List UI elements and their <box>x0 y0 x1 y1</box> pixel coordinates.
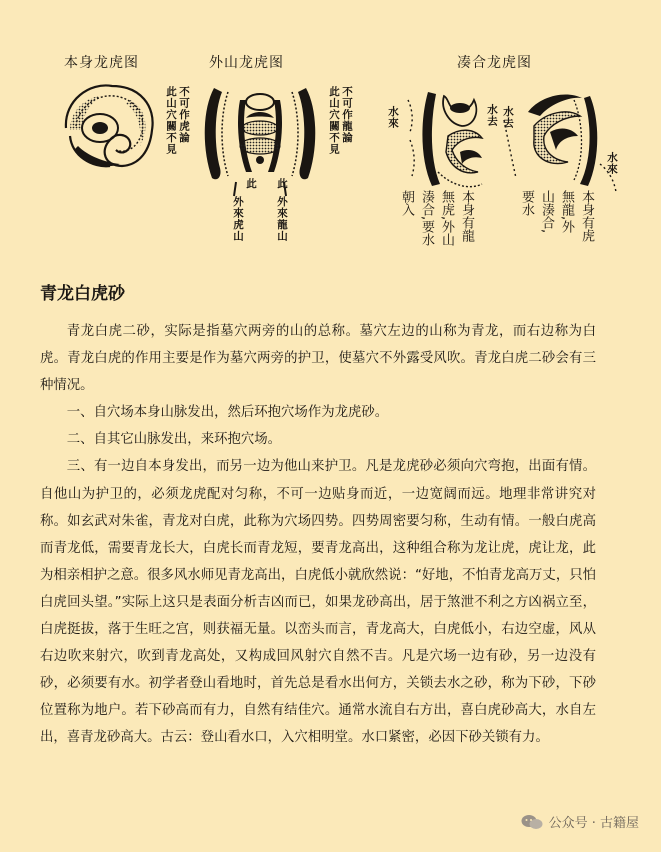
illustration-area <box>0 0 661 270</box>
fig2-right-note-1: 此山穴關不見 <box>328 86 340 155</box>
fig3-right-col-3: 山湊合, <box>539 190 554 234</box>
figure1-caption: 本身龙虎图 <box>64 55 139 71</box>
fig3-water-out-left: 水去 <box>486 104 498 127</box>
fig3-left-dragon <box>408 92 482 187</box>
fig3-right-col-4: 要水 <box>519 190 534 216</box>
fig3-left-col-2: 無虎,外山 <box>439 190 454 247</box>
fig2-left-note-2: 不可作虎論 <box>178 86 190 144</box>
fig3-right-col-1: 本身有虎 <box>579 190 594 242</box>
fig3-right-tiger <box>504 94 616 192</box>
wechat-icon <box>521 814 543 830</box>
article-body <box>40 318 596 752</box>
paragraph-case-1: 一、自穴场本身山脉发出，然后环抱穴场作为龙虎砂。 <box>66 405 389 421</box>
fig2-outer-ranges <box>205 88 316 196</box>
fig1-ring-mountains <box>66 85 153 166</box>
fig3-water-in-left: 水來 <box>387 106 399 129</box>
fig3-right-col-2: 無龍,外 <box>559 190 574 234</box>
fig3-water-in-right: 水來 <box>606 152 618 175</box>
fig2-bottom-left-2: 外來虎山 <box>232 196 244 242</box>
fig2-bottom-right-2: 外來龍山 <box>276 196 288 242</box>
paragraph-case-2: 二、自其它山脉发出，来环抱穴场。 <box>66 432 282 448</box>
article-title: 青龙白虎砂 <box>40 284 125 304</box>
paragraph-case-3: 三、有一边自本身发出，而另一边为他山来护卫。凡是龙虎砂必须向穴弯抱，出面有情。自他山为护卫的，必须龙虎配对匀称，不可一边贴身而近，一边宽阔而远。地理非常讲究对称。如玄武对朱雀，青龙对白虎，此称为穴场四势。四势周密要匀称，生动有情。一般白虎高而青龙低，需要青龙长大，白虎长而青龙短，要青龙高出，这种组合称为龙让虎，虎让龙，此为相亲相护之意。很多风水师见青龙高出，白虎低小就欣然说：“好地，不怕青龙高万丈，只怕白虎回头望。”实际上这只是表面分析吉凶而已，如果龙砂高出，居于煞泄不利之方凶祸立至，白虎挺拔，落于生旺之宫，则获福无量。以峦头而言，青龙高大，白虎低小，右边空虚，风从右边吹来射穴，吹到青龙高处，又构成回风射穴自然不吉。凡是穴场一边有砂，另一边没有砂，必须要有水。初学者登山看地时，首先总是看水出何方，关锁去水之砂，称为下砂，下砂位置称为地户。若下砂高而有力，自然有结佳穴。通常水流自右方出，喜白虎砂高大，水自左出，喜青龙砂高大。古云：登山看水口，入穴相明堂。水口紧密，必因下砂关锁有力。 <box>40 459 596 746</box>
paragraph-intro: 青龙白虎二砂，实际是指墓穴两旁的山的总称。墓穴左边的山称为青龙，而右边称为白虎。青龙白虎的作用主要是作为墓穴两旁的护卫，使墓穴不外露受风吹。青龙白虎二砂会有三种情况。 <box>40 324 596 394</box>
fig3-left-col-3: 湊合,要水 <box>419 190 434 247</box>
fig3-left-col-1: 本身有龍 <box>459 190 474 242</box>
source-text: 公众号 · 古籍屋 <box>548 816 639 831</box>
fig2-right-note-2: 不可作龍論 <box>341 86 353 144</box>
source-watermark <box>521 812 639 831</box>
fig2-bottom-left-1: 此 <box>245 178 257 190</box>
fig2-left-note-1: 此山穴關不見 <box>165 86 177 155</box>
figure3-caption: 凑合龙虎图 <box>457 55 532 71</box>
fig2-bottom-right-1: 此 <box>276 178 288 190</box>
figure2-caption: 外山龙虎图 <box>209 55 284 71</box>
fig3-water-out-right: 水去 <box>502 106 514 129</box>
fig3-left-col-4: 朝入 <box>399 190 414 216</box>
